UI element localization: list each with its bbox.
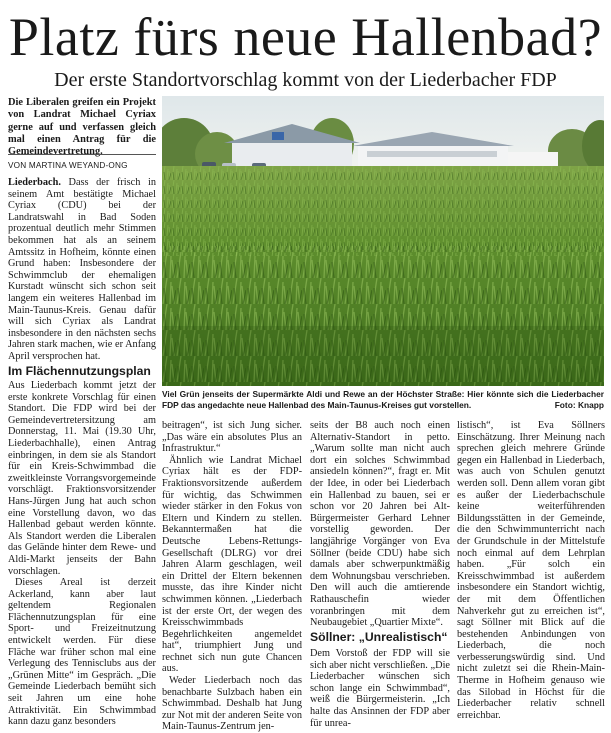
caption-text: Viel Grün jenseits der Supermärkte Aldi und Rewe an der Höchster Straße: Hier könnte sich die Liederbacher FDP das angedachte neue Hallenbad des Main-Taunus-Kreises gut vorstellen. xyxy=(162,389,604,410)
headline: Platz fürs neue Hallenbad? xyxy=(8,7,603,67)
article-paragraph: Dieses Areal ist derzeit Ackerland, kann aber laut geltendem Regionalen Flächennutzungsplan für eine Sport- und Freizeitnutzung entwickelt werden. Für diese Fläche war früher schon mal eine Verlegung des Tennisclubs aus der „Grünen Mitte“ im Gespräch. „Die Gemeinde Liederbach bemüht sich seit Jahren um eine hohe Attraktivität. Ein Schwimmbad kann dazu ganz besonders xyxy=(8,577,156,728)
article-paragraph: seits der B8 auch noch einen Alternativ-Standort in petto. „Warum sollte man nicht auch dort ein solches Schwimmbad ansiedeln können?“, fragt er. Mit der Idee, in oder bei Liederbach ein Hallenbad zu bauen, sei er schon vor 20 Jahren bei Alt-Bürgermeister Gerhard Lehner vorstellig geworden. Der langjährige Vorgänger von Eva Söllner (beide CDU) habe sich damals aber schwerpunktmäßig dem Wohnungsbau verschrieben. Den will auch die amtierende Rathauschefin wieder voranbringen mit dem Neubaugebiet „Quartier Mixte“. xyxy=(310,420,450,629)
article-column-1-continued xyxy=(8,380,156,728)
article-column-1 xyxy=(8,177,156,363)
photo-credit: Foto: Knapp xyxy=(554,400,604,410)
section-subheading: Söllner: „Unrealistisch“ xyxy=(310,630,448,644)
article-paragraph: listisch“, ist Eva Söllners Einschätzung. Ihrer Meinung nach sprechen gleich mehrere Gründe gegen ein Hallenbad in Liederbach, was auch von Schulen genutzt werden soll. Denn allem voran gibt es außer der Liederbachschule keine weiterführenden Bildungsstätten in der Gemeinde, die den Schwimmunterricht nach der Grundschule in der Mittelstufe noch einmal auf dem Lehrplan haben. „Für solch ein Kreisschwimmbad ist außerdem insbesondere ein Standort wichtig, der mit dem Öffentlichen Nahverkehr gut zu erreichen ist“, sagt Söllner mit Blick auf die bestehenden Anbindungen von Liederbach, die noch verbesserungswürdig sind. Und nicht zuletzt sei die Rhein-Main-Therme in Hofheim genauso wie das Silobad in Höchst für die Liederbacher relativ schnell erreichbar. xyxy=(457,420,605,721)
article-column-2 xyxy=(162,420,302,733)
photo-caption xyxy=(162,389,604,411)
dateline: Liederbach. xyxy=(8,177,61,188)
lead-paragraph: Die Liberalen greifen ein Projekt von Landrat Michael Cyriax gerne auf und verfassen gleich mal einen Antrag für die Gemeindevertretung. xyxy=(8,97,156,158)
article-photo xyxy=(162,96,604,386)
article-column-3-continued xyxy=(310,648,450,729)
paragraph-text: Dass der frisch in seinem Amt bestätigte Michael Cyriax (CDU) bei der Landratswahl in Bad Soden prozentual deutlich mehr Stimmen bekommen hat als an seinem Amtssitz in Hofheim, könnte einen Grund haben: Insbesondere der Schwimmclub der ehemaligen Kurstadt wünscht sich schon seit langem ein weiteres Hallenbad im Main-Taunus-Kreis. Genau dafür will sich Cyriax als Landrat insbesondere in den nächsten sechs Jahren stark machen, wie er Anfang April versprochen hat. xyxy=(8,177,156,362)
subheadline: Der erste Standortvorschlag kommt von der Liederbacher FDP xyxy=(54,69,557,91)
article-column-4 xyxy=(457,420,605,721)
byline-divider xyxy=(8,154,156,155)
article-paragraph: beitragen“, ist sich Jung sicher. „Das wäre ein absolutes Plus an Infrastruktur.“ xyxy=(162,420,302,455)
article-column-3 xyxy=(310,420,450,629)
article-paragraph: Aus Liederbach kommt jetzt der erste konkrete Vorschlag für einen Standort. Die FDP wird bei der Gemeindevertretersitzung am Donnerstag, 11. Mai (19.30 Uhr, Liederbachhalle), einen Antrag einbringen, in dem sie als Standort für ein Kreis-Schwimmbad die zweitkleinste Vorrangsvorgemeinde vorschlägt. Fraktionsvorsitzender Hans-Jürgen Jung hat auch schon eine Vorstellung davon, wo das Hallenbad gebaut werden könnte. Als Standort werden die Liberalen das Gelände hinter dem Rewe- und Aldi-Markt jenseits der Bahn vorschlagen. xyxy=(8,380,156,577)
article-paragraph xyxy=(8,177,156,363)
article-paragraph: Ähnlich wie Landrat Michael Cyriax hält es der FDP-Fraktionsvorsitzende außerdem für wichtig, das Schwimmen wieder stärker in den Fokus von Eltern und Kindern zu stellen. Bekanntermaßen hat die Deutsche Lebens-Rettungs-Gesellschaft (DLRG) vor drei Jahren Alarm geschlagen, weil ein Drittel der Eltern bekennen musste, das ihre Kinder nicht schwimmen können. „Liederbach ist der erste Ort, der wegen des Kreisschwimmbads Begehrlichkeiten angemeldet hat“, triumphiert Jung und rechnet sich nun gute Chancen aus. xyxy=(162,454,302,675)
article-paragraph: Weder Liederbach noch das benachbarte Sulzbach haben ein Schwimmbad. Deshalb hat Jung zur Not mit der anderen Seite von Main-Taunus-Zentrum jen- xyxy=(162,675,302,733)
article-paragraph: Dem Vorstoß der FDP will sie sich aber nicht verschließen. „Die Liederbacher wünschen sich schon lange ein Schwimmbad“, weiß die Bürgermeisterin. „Ich halte das Ansinnen der FDP aber für unrea- xyxy=(310,648,450,729)
byline: VON MARTINA WEYAND-ONG xyxy=(8,161,128,170)
section-subheading: Im Flächennutzungsplan xyxy=(8,364,151,378)
